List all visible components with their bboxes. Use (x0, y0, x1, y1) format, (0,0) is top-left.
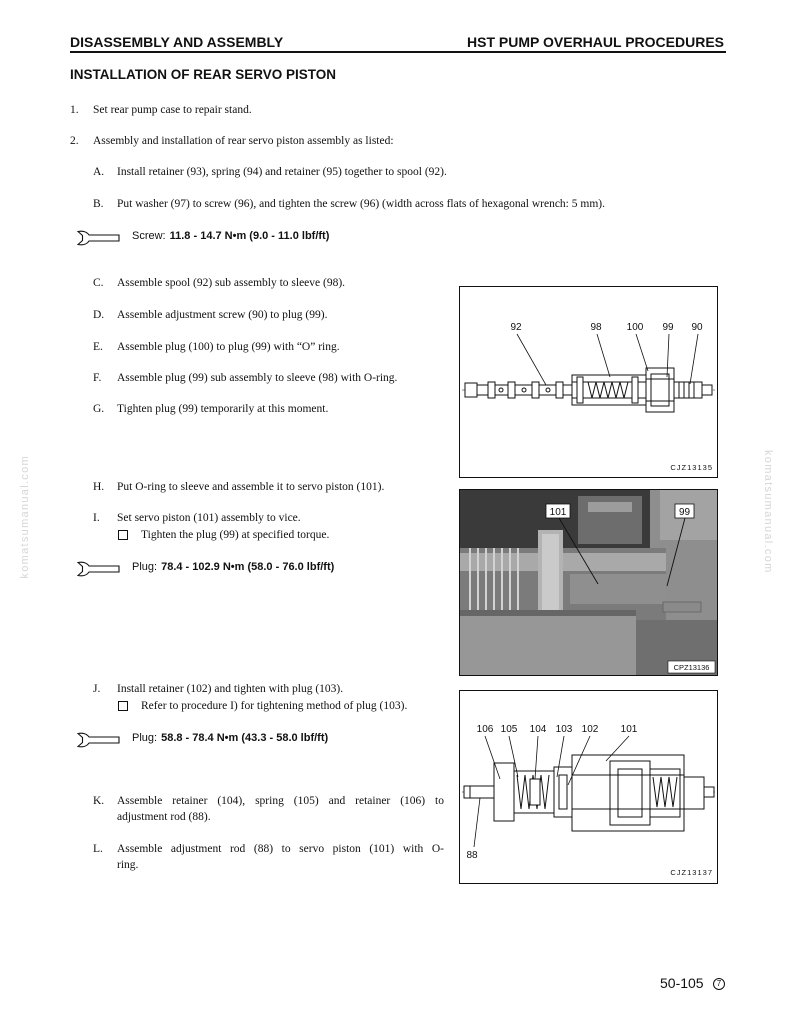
torque-part: Plug: (132, 732, 158, 744)
torque-value: 11.8 - 14.7 N•m (9.0 - 11.0 lbf/ft) (169, 230, 330, 242)
step-number: 1. (70, 104, 79, 116)
wrench-icon (74, 561, 120, 577)
figure-code: CJZ13135 (670, 463, 713, 472)
watermark-left: komatsumanual.com (19, 455, 31, 579)
servo-piston-drawing (462, 755, 715, 831)
substep-label: D. (93, 309, 105, 321)
figure-code: CPZ13136 (673, 663, 710, 672)
section-header: DISASSEMBLY AND ASSEMBLY (70, 34, 284, 50)
substep-text: ring. (117, 859, 139, 871)
substep-label: E. (93, 341, 103, 353)
substep-label: G. (93, 403, 105, 415)
substep-text: Set servo piston (101) assembly to vice. (117, 512, 301, 524)
substep-label: A. (93, 166, 105, 178)
part-label: 106 (476, 724, 494, 735)
substep-label: K. (93, 795, 105, 807)
part-label: 99 (678, 507, 691, 518)
note-text: Refer to procedure I) for tightening method of plug (103). (141, 700, 408, 712)
part-label: 102 (581, 724, 599, 735)
torque-part: Plug: (132, 561, 158, 573)
substep-text: Assemble adjustment screw (90) to plug (99). (117, 309, 328, 321)
torque-value: 78.4 - 102.9 N•m (58.0 - 76.0 lbf/ft) (161, 561, 335, 573)
substep-label: H. (93, 481, 105, 493)
torque-part: Screw: (132, 230, 166, 242)
substep-text: Tighten plug (99) temporarily at this moment. (117, 403, 329, 415)
substep-text: Assemble plug (100) to plug (99) with “O” ring. (117, 341, 340, 353)
revision-mark: 7 (713, 978, 725, 990)
figure-servo-piston-assembly (459, 690, 718, 884)
part-label: 103 (555, 724, 573, 735)
torque-spec (132, 731, 328, 745)
substep-text: adjustment rod (88). (117, 811, 211, 823)
page-title: INSTALLATION OF REAR SERVO PISTON (70, 67, 337, 82)
step-text: Set rear pump case to repair stand. (93, 104, 252, 116)
page-number: 50-105 (660, 975, 704, 991)
substep-label: I. (93, 512, 100, 524)
checkbox-icon (118, 530, 128, 540)
torque-spec (132, 229, 329, 243)
wrench-icon (74, 732, 120, 748)
part-label: 101 (620, 724, 638, 735)
part-label: 90 (691, 322, 703, 333)
part-label: 98 (590, 322, 602, 333)
part-label: 101 (549, 507, 567, 518)
watermark-right: komatsumanual.com (762, 450, 774, 574)
substep-label: B. (93, 198, 104, 210)
torque-value: 58.8 - 78.4 N•m (43.3 - 58.0 lbf/ft) (161, 732, 329, 744)
substep-label: F. (93, 372, 102, 384)
step-text: Assembly and installation of rear servo piston assembly as listed: (93, 135, 394, 147)
part-label: 100 (626, 322, 644, 333)
checkbox-icon (118, 701, 128, 711)
part-label: 105 (500, 724, 518, 735)
header-rule (70, 51, 726, 53)
torque-spec (132, 560, 334, 574)
chapter-header: HST PUMP OVERHAUL PROCEDURES (467, 34, 724, 50)
spool-drawing (462, 368, 715, 412)
substep-text: Install retainer (102) and tighten with plug (103). (117, 683, 344, 695)
substep-text: Assemble adjustment rod (88) to servo piston (101) with O- (117, 843, 444, 855)
step-number: 2. (70, 135, 79, 147)
substep-label: L. (93, 843, 103, 855)
substep-text: Put washer (97) to screw (96), and tighten the screw (96) (width across flats of hexagonal wrench: 5 mm). (117, 198, 605, 210)
note-text: Tighten the plug (99) at specified torque. (141, 529, 330, 541)
part-label: 99 (662, 322, 674, 333)
figure-spool-assembly (459, 286, 718, 478)
substep-text: Put O-ring to sleeve and assemble it to servo piston (101). (117, 481, 385, 493)
wrench-icon (74, 230, 120, 246)
substep-label: J. (93, 683, 101, 695)
substep-text: Assemble plug (99) sub assembly to sleeve (98) with O-ring. (117, 372, 398, 384)
part-label: 88 (466, 850, 478, 861)
figure-vise-photo (459, 489, 718, 676)
substep-label: C. (93, 277, 104, 289)
substep-text: Assemble retainer (104), spring (105) and retainer (106) to (117, 795, 444, 807)
part-label: 104 (529, 724, 547, 735)
figure-code: CJZ13137 (670, 868, 713, 877)
substep-text: Assemble spool (92) sub assembly to sleeve (98). (117, 277, 346, 289)
part-label: 92 (510, 322, 522, 333)
substep-text: Install retainer (93), spring (94) and retainer (95) together to spool (92). (117, 166, 447, 178)
